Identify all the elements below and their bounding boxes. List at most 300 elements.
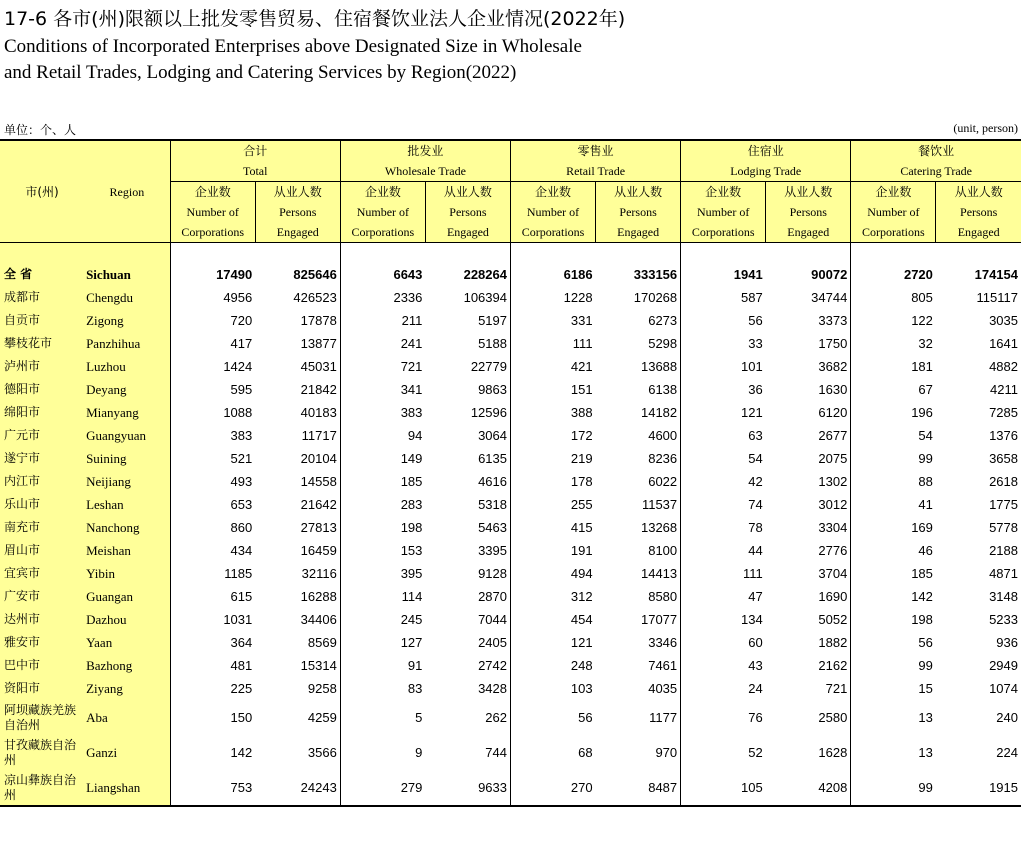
header-number-of-corporations: 企业数 Number of Corporations bbox=[851, 182, 936, 243]
table-row bbox=[0, 401, 1021, 424]
cell-persons-engaged: 8236 bbox=[648, 451, 678, 466]
region-name-en: Yaan bbox=[84, 631, 170, 654]
cell-number-of-corporations: 142 bbox=[170, 735, 255, 770]
cell-number-of-corporations: 383 bbox=[340, 401, 425, 424]
region-name-en: Chengdu bbox=[84, 286, 170, 309]
cell-number-of-corporations: 151 bbox=[510, 378, 595, 401]
cell-persons-engaged: 5188 bbox=[478, 336, 507, 351]
region-name-cn: 遂宁市 bbox=[0, 447, 84, 470]
cell-persons-engaged: 27813 bbox=[300, 520, 337, 535]
cell-persons-engaged: 4616 bbox=[478, 474, 507, 489]
cell-number-of-corporations: 88 bbox=[851, 470, 936, 493]
cell-persons-engaged: 3064 bbox=[478, 428, 507, 443]
cell-number-of-corporations: 46 bbox=[851, 539, 936, 562]
cell-persons-engaged: 21642 bbox=[300, 497, 337, 512]
table-row bbox=[0, 263, 1021, 286]
cell-persons-engaged: 3035 bbox=[989, 313, 1018, 328]
cell-persons-engaged: 3148 bbox=[989, 589, 1018, 604]
region-name-en: Suining bbox=[84, 447, 170, 470]
region-name-en: Panzhihua bbox=[84, 332, 170, 355]
region-name-en: Nanchong bbox=[84, 516, 170, 539]
cell-persons-engaged: 90072 bbox=[811, 267, 848, 282]
cell-persons-engaged: 1775 bbox=[989, 497, 1018, 512]
cell-number-of-corporations: 270 bbox=[510, 770, 595, 806]
region-name-cn: 乐山市 bbox=[0, 493, 84, 516]
region-name-en: Yibin bbox=[84, 562, 170, 585]
cell-number-of-corporations: 5 bbox=[340, 700, 425, 735]
region-name-cn: 巴中市 bbox=[0, 654, 84, 677]
cell-number-of-corporations: 101 bbox=[681, 355, 766, 378]
cell-persons-engaged: 9258 bbox=[307, 681, 337, 696]
cell-number-of-corporations: 181 bbox=[851, 355, 936, 378]
cell-persons-engaged: 3658 bbox=[989, 451, 1018, 466]
cell-number-of-corporations: 198 bbox=[851, 608, 936, 631]
cell-persons-engaged: 14413 bbox=[640, 566, 678, 581]
cell-persons-engaged: 3395 bbox=[478, 543, 507, 558]
cell-number-of-corporations: 395 bbox=[340, 562, 425, 585]
cell-number-of-corporations: 2336 bbox=[340, 286, 425, 309]
cell-number-of-corporations: 111 bbox=[681, 562, 766, 585]
cell-number-of-corporations: 521 bbox=[170, 447, 255, 470]
table-row bbox=[0, 539, 1021, 562]
cell-number-of-corporations: 99 bbox=[851, 654, 936, 677]
cell-number-of-corporations: 122 bbox=[851, 309, 936, 332]
cell-persons-engaged: 1641 bbox=[989, 336, 1018, 351]
cell-number-of-corporations: 241 bbox=[340, 332, 425, 355]
cell-number-of-corporations: 105 bbox=[681, 770, 766, 806]
region-name-en: Deyang bbox=[84, 378, 170, 401]
cell-persons-engaged: 8100 bbox=[648, 543, 678, 558]
region-name-en: Luzhou bbox=[84, 355, 170, 378]
region-name-cn: 广安市 bbox=[0, 585, 84, 608]
table-body bbox=[0, 243, 1021, 807]
region-name-en: Leshan bbox=[84, 493, 170, 516]
cell-number-of-corporations: 1185 bbox=[170, 562, 255, 585]
cell-persons-engaged: 1750 bbox=[818, 336, 848, 351]
region-name-en: Sichuan bbox=[84, 263, 170, 286]
cell-number-of-corporations: 331 bbox=[510, 309, 595, 332]
header-group-lodging: 住宿业 Lodging Trade bbox=[681, 140, 851, 182]
region-name-cn: 甘孜藏族自治州 bbox=[0, 735, 84, 770]
cell-number-of-corporations: 312 bbox=[510, 585, 595, 608]
table-header bbox=[0, 140, 1021, 243]
cell-persons-engaged: 15314 bbox=[300, 658, 337, 673]
region-name-cn: 资阳市 bbox=[0, 677, 84, 700]
page-title-en-line2: and Retail Trades, Lodging and Catering Services by Region(2022) bbox=[4, 62, 517, 83]
region-name-en: Guangyuan bbox=[84, 424, 170, 447]
cell-persons-engaged: 2580 bbox=[818, 710, 848, 725]
cell-number-of-corporations: 44 bbox=[681, 539, 766, 562]
cell-number-of-corporations: 211 bbox=[340, 309, 425, 332]
cell-persons-engaged: 13688 bbox=[640, 359, 678, 374]
cell-persons-engaged: 1177 bbox=[649, 710, 678, 725]
cell-number-of-corporations: 24 bbox=[681, 677, 766, 700]
cell-number-of-corporations: 54 bbox=[851, 424, 936, 447]
cell-persons-engaged: 2618 bbox=[989, 474, 1018, 489]
header-group-wholesale: 批发业 Wholesale Trade bbox=[340, 140, 510, 182]
region-name-en: Dazhou bbox=[84, 608, 170, 631]
header-persons-engaged: 从业人数 Persons Engaged bbox=[425, 182, 510, 243]
cell-persons-engaged: 20104 bbox=[300, 451, 337, 466]
cell-persons-engaged: 17077 bbox=[640, 612, 678, 627]
cell-number-of-corporations: 1941 bbox=[681, 263, 766, 286]
cell-number-of-corporations: 219 bbox=[510, 447, 595, 470]
cell-number-of-corporations: 41 bbox=[851, 493, 936, 516]
cell-number-of-corporations: 494 bbox=[510, 562, 595, 585]
cell-persons-engaged: 9633 bbox=[425, 770, 510, 806]
cell-number-of-corporations: 587 bbox=[681, 286, 766, 309]
cell-number-of-corporations: 76 bbox=[681, 700, 766, 735]
cell-persons-engaged: 8487 bbox=[596, 770, 681, 806]
cell-number-of-corporations: 99 bbox=[851, 447, 936, 470]
table-row bbox=[0, 631, 1021, 654]
cell-persons-engaged: 1074 bbox=[989, 681, 1018, 696]
cell-persons-engaged: 6273 bbox=[648, 313, 678, 328]
cell-persons-engaged: 2075 bbox=[818, 451, 848, 466]
cell-number-of-corporations: 56 bbox=[851, 631, 936, 654]
cell-persons-engaged: 224 bbox=[996, 745, 1018, 760]
cell-number-of-corporations: 33 bbox=[681, 332, 766, 355]
region-name-cn: 阿坝藏族羌族自治州 bbox=[0, 700, 84, 735]
table-row bbox=[0, 286, 1021, 309]
cell-persons-engaged: 3704 bbox=[818, 566, 848, 581]
cell-persons-engaged: 14182 bbox=[640, 405, 678, 420]
cell-persons-engaged: 3304 bbox=[818, 520, 848, 535]
header-number-of-corporations: 企业数 Number of Corporations bbox=[681, 182, 766, 243]
cell-number-of-corporations: 415 bbox=[510, 516, 595, 539]
cell-persons-engaged: 6022 bbox=[648, 474, 678, 489]
cell-persons-engaged: 4259 bbox=[307, 710, 337, 725]
table-row bbox=[0, 654, 1021, 677]
cell-number-of-corporations: 91 bbox=[340, 654, 425, 677]
cell-persons-engaged: 4882 bbox=[989, 359, 1018, 374]
cell-persons-engaged: 721 bbox=[825, 681, 848, 696]
cell-number-of-corporations: 172 bbox=[510, 424, 595, 447]
cell-persons-engaged: 170268 bbox=[633, 290, 678, 305]
cell-persons-engaged: 1690 bbox=[818, 589, 848, 604]
region-name-cn: 全 省 bbox=[0, 263, 84, 286]
cell-persons-engaged: 744 bbox=[485, 745, 507, 760]
cell-number-of-corporations: 68 bbox=[510, 735, 595, 770]
cell-persons-engaged: 4600 bbox=[648, 428, 678, 443]
cell-persons-engaged: 5318 bbox=[478, 497, 507, 512]
cell-persons-engaged: 8569 bbox=[307, 635, 337, 650]
region-name-cn: 泸州市 bbox=[0, 355, 84, 378]
table-row bbox=[0, 424, 1021, 447]
header-group-total: 合计 Total bbox=[170, 140, 340, 182]
cell-persons-engaged: 6135 bbox=[478, 451, 507, 466]
unit-label-cn: 单位：个、人 bbox=[4, 123, 77, 137]
cell-number-of-corporations: 255 bbox=[510, 493, 595, 516]
cell-persons-engaged: 11717 bbox=[301, 428, 337, 443]
region-name-en: Meishan bbox=[84, 539, 170, 562]
cell-persons-engaged: 1628 bbox=[818, 745, 848, 760]
cell-number-of-corporations: 245 bbox=[340, 608, 425, 631]
table-row bbox=[0, 735, 1021, 770]
cell-number-of-corporations: 753 bbox=[170, 770, 255, 806]
cell-persons-engaged: 2870 bbox=[478, 589, 507, 604]
table-row bbox=[0, 470, 1021, 493]
header-region-en: Region bbox=[84, 140, 170, 243]
cell-persons-engaged: 5052 bbox=[818, 612, 848, 627]
table-row bbox=[0, 516, 1021, 539]
region-name-cn: 绵阳市 bbox=[0, 401, 84, 424]
region-name-cn: 南充市 bbox=[0, 516, 84, 539]
cell-persons-engaged: 1630 bbox=[818, 382, 848, 397]
cell-number-of-corporations: 103 bbox=[510, 677, 595, 700]
header-persons-engaged: 从业人数 Persons Engaged bbox=[255, 182, 340, 243]
cell-persons-engaged: 8580 bbox=[648, 589, 678, 604]
cell-persons-engaged: 16288 bbox=[300, 589, 337, 604]
cell-number-of-corporations: 15 bbox=[851, 677, 936, 700]
cell-persons-engaged: 2405 bbox=[478, 635, 507, 650]
region-name-en: Ganzi bbox=[84, 735, 170, 770]
cell-number-of-corporations: 185 bbox=[340, 470, 425, 493]
cell-persons-engaged: 6138 bbox=[648, 382, 678, 397]
cell-number-of-corporations: 1031 bbox=[170, 608, 255, 631]
table-row bbox=[0, 355, 1021, 378]
cell-persons-engaged: 6120 bbox=[818, 405, 848, 420]
cell-persons-engaged: 5463 bbox=[478, 520, 507, 535]
table-row bbox=[0, 493, 1021, 516]
cell-persons-engaged: 2949 bbox=[989, 658, 1018, 673]
cell-persons-engaged: 21842 bbox=[300, 382, 337, 397]
cell-persons-engaged: 970 bbox=[655, 745, 678, 760]
cell-persons-engaged: 9128 bbox=[478, 566, 507, 581]
cell-persons-engaged: 2776 bbox=[818, 543, 848, 558]
cell-number-of-corporations: 56 bbox=[510, 700, 595, 735]
cell-number-of-corporations: 388 bbox=[510, 401, 595, 424]
page-title-cn: 17-6 各市(州)限额以上批发零售贸易、住宿餐饮业法人企业情况(2022年) bbox=[4, 8, 626, 30]
region-name-cn: 达州市 bbox=[0, 608, 84, 631]
region-name-en: Guangan bbox=[84, 585, 170, 608]
cell-number-of-corporations: 114 bbox=[340, 585, 425, 608]
cell-persons-engaged: 1376 bbox=[989, 428, 1018, 443]
cell-number-of-corporations: 150 bbox=[170, 700, 255, 735]
cell-number-of-corporations: 17490 bbox=[170, 263, 255, 286]
cell-number-of-corporations: 1424 bbox=[170, 355, 255, 378]
cell-persons-engaged: 228264 bbox=[463, 267, 507, 282]
cell-persons-engaged: 2677 bbox=[818, 428, 848, 443]
cell-number-of-corporations: 13 bbox=[851, 700, 936, 735]
region-name-en: Liangshan bbox=[84, 770, 170, 806]
cell-number-of-corporations: 279 bbox=[340, 770, 425, 806]
cell-number-of-corporations: 111 bbox=[510, 332, 595, 355]
cell-number-of-corporations: 134 bbox=[681, 608, 766, 631]
region-name-cn: 凉山彝族自治州 bbox=[0, 770, 84, 806]
region-name-cn: 攀枝花市 bbox=[0, 332, 84, 355]
cell-number-of-corporations: 2720 bbox=[851, 263, 936, 286]
cell-number-of-corporations: 54 bbox=[681, 447, 766, 470]
cell-number-of-corporations: 720 bbox=[170, 309, 255, 332]
header-group-retail: 零售业 Retail Trade bbox=[510, 140, 680, 182]
cell-persons-engaged: 17878 bbox=[300, 313, 337, 328]
cell-number-of-corporations: 364 bbox=[170, 631, 255, 654]
cell-persons-engaged: 1302 bbox=[818, 474, 848, 489]
cell-number-of-corporations: 383 bbox=[170, 424, 255, 447]
cell-persons-engaged: 3012 bbox=[818, 497, 848, 512]
cell-number-of-corporations: 121 bbox=[510, 631, 595, 654]
cell-persons-engaged: 3566 bbox=[307, 745, 337, 760]
cell-persons-engaged: 106394 bbox=[463, 290, 507, 305]
cell-persons-engaged: 240 bbox=[996, 710, 1018, 725]
cell-number-of-corporations: 67 bbox=[851, 378, 936, 401]
header-city-cn: 市(州) bbox=[0, 140, 84, 243]
cell-number-of-corporations: 94 bbox=[340, 424, 425, 447]
region-name-en: Neijiang bbox=[84, 470, 170, 493]
cell-persons-engaged: 32116 bbox=[301, 566, 337, 581]
table-row bbox=[0, 447, 1021, 470]
region-name-en: Bazhong bbox=[84, 654, 170, 677]
cell-number-of-corporations: 36 bbox=[681, 378, 766, 401]
cell-persons-engaged: 5233 bbox=[989, 612, 1018, 627]
cell-persons-engaged: 2188 bbox=[989, 543, 1018, 558]
table-row bbox=[0, 309, 1021, 332]
table-row bbox=[0, 332, 1021, 355]
cell-persons-engaged: 11537 bbox=[641, 497, 678, 512]
cell-number-of-corporations: 434 bbox=[170, 539, 255, 562]
cell-number-of-corporations: 42 bbox=[681, 470, 766, 493]
cell-persons-engaged: 34744 bbox=[811, 290, 848, 305]
cell-persons-engaged: 115117 bbox=[976, 290, 1018, 305]
cell-number-of-corporations: 149 bbox=[340, 447, 425, 470]
cell-persons-engaged: 22779 bbox=[470, 359, 507, 374]
cell-number-of-corporations: 60 bbox=[681, 631, 766, 654]
region-name-en: Aba bbox=[84, 700, 170, 735]
cell-number-of-corporations: 805 bbox=[851, 286, 936, 309]
cell-persons-engaged: 3346 bbox=[648, 635, 678, 650]
cell-number-of-corporations: 74 bbox=[681, 493, 766, 516]
cell-persons-engaged: 24243 bbox=[255, 770, 340, 806]
cell-number-of-corporations: 1228 bbox=[510, 286, 595, 309]
cell-persons-engaged: 3373 bbox=[818, 313, 848, 328]
table-row bbox=[0, 608, 1021, 631]
cell-persons-engaged: 2742 bbox=[478, 658, 507, 673]
cell-persons-engaged: 4035 bbox=[648, 681, 678, 696]
cell-persons-engaged: 7461 bbox=[648, 658, 678, 673]
cell-number-of-corporations: 481 bbox=[170, 654, 255, 677]
cell-number-of-corporations: 78 bbox=[681, 516, 766, 539]
cell-persons-engaged: 40183 bbox=[300, 405, 337, 420]
cell-number-of-corporations: 283 bbox=[340, 493, 425, 516]
cell-number-of-corporations: 454 bbox=[510, 608, 595, 631]
unit-label-en: (unit, person) bbox=[953, 121, 1018, 135]
table-row bbox=[0, 770, 1021, 806]
cell-persons-engaged: 34406 bbox=[300, 612, 337, 627]
cell-number-of-corporations: 1088 bbox=[170, 401, 255, 424]
region-name-cn: 内江市 bbox=[0, 470, 84, 493]
header-persons-engaged: 从业人数 Persons Engaged bbox=[936, 182, 1021, 243]
cell-number-of-corporations: 595 bbox=[170, 378, 255, 401]
cell-number-of-corporations: 421 bbox=[510, 355, 595, 378]
cell-number-of-corporations: 9 bbox=[340, 735, 425, 770]
cell-number-of-corporations: 178 bbox=[510, 470, 595, 493]
region-name-en: Zigong bbox=[84, 309, 170, 332]
cell-number-of-corporations: 185 bbox=[851, 562, 936, 585]
cell-persons-engaged: 7044 bbox=[478, 612, 507, 627]
cell-number-of-corporations: 52 bbox=[681, 735, 766, 770]
header-number-of-corporations: 企业数 Number of Corporations bbox=[170, 182, 255, 243]
statistics-table bbox=[0, 139, 1021, 807]
cell-persons-engaged: 13268 bbox=[640, 520, 678, 535]
region-name-cn: 眉山市 bbox=[0, 539, 84, 562]
region-name-cn: 德阳市 bbox=[0, 378, 84, 401]
cell-persons-engaged: 4871 bbox=[989, 566, 1018, 581]
cell-number-of-corporations: 4956 bbox=[170, 286, 255, 309]
page-title-en-line1: Conditions of Incorporated Enterprises above Designated Size in Wholesale bbox=[4, 36, 582, 57]
cell-number-of-corporations: 121 bbox=[681, 401, 766, 424]
cell-number-of-corporations: 225 bbox=[170, 677, 255, 700]
cell-number-of-corporations: 653 bbox=[170, 493, 255, 516]
spacer-row bbox=[0, 243, 1021, 264]
cell-number-of-corporations: 127 bbox=[340, 631, 425, 654]
cell-persons-engaged: 14558 bbox=[300, 474, 337, 489]
cell-number-of-corporations: 196 bbox=[851, 401, 936, 424]
cell-persons-engaged: 45031 bbox=[300, 359, 337, 374]
table-row bbox=[0, 562, 1021, 585]
region-name-en: Ziyang bbox=[84, 677, 170, 700]
region-name-cn: 宜宾市 bbox=[0, 562, 84, 585]
cell-persons-engaged: 5298 bbox=[648, 336, 678, 351]
cell-number-of-corporations: 32 bbox=[851, 332, 936, 355]
cell-number-of-corporations: 721 bbox=[340, 355, 425, 378]
cell-persons-engaged: 4211 bbox=[990, 382, 1018, 397]
cell-persons-engaged: 7285 bbox=[989, 405, 1018, 420]
cell-persons-engaged: 5197 bbox=[478, 313, 507, 328]
cell-number-of-corporations: 43 bbox=[681, 654, 766, 677]
cell-persons-engaged: 262 bbox=[485, 710, 507, 725]
cell-persons-engaged: 2162 bbox=[818, 658, 848, 673]
cell-persons-engaged: 174154 bbox=[974, 267, 1018, 282]
cell-persons-engaged: 3682 bbox=[818, 359, 848, 374]
cell-persons-engaged: 333156 bbox=[633, 267, 678, 282]
header-persons-engaged: 从业人数 Persons Engaged bbox=[596, 182, 681, 243]
cell-persons-engaged: 3428 bbox=[478, 681, 507, 696]
cell-number-of-corporations: 142 bbox=[851, 585, 936, 608]
header-number-of-corporations: 企业数 Number of Corporations bbox=[340, 182, 425, 243]
cell-number-of-corporations: 169 bbox=[851, 516, 936, 539]
header-number-of-corporations: 企业数 Number of Corporations bbox=[510, 182, 595, 243]
cell-number-of-corporations: 860 bbox=[170, 516, 255, 539]
cell-persons-engaged: 4208 bbox=[766, 770, 851, 806]
table-row bbox=[0, 700, 1021, 735]
cell-number-of-corporations: 13 bbox=[851, 735, 936, 770]
cell-persons-engaged: 825646 bbox=[293, 267, 337, 282]
cell-number-of-corporations: 493 bbox=[170, 470, 255, 493]
region-name-cn: 成都市 bbox=[0, 286, 84, 309]
cell-number-of-corporations: 56 bbox=[681, 309, 766, 332]
cell-persons-engaged: 5778 bbox=[989, 520, 1018, 535]
cell-number-of-corporations: 341 bbox=[340, 378, 425, 401]
cell-number-of-corporations: 417 bbox=[170, 332, 255, 355]
cell-number-of-corporations: 248 bbox=[510, 654, 595, 677]
cell-persons-engaged: 16459 bbox=[300, 543, 337, 558]
cell-number-of-corporations: 198 bbox=[340, 516, 425, 539]
cell-number-of-corporations: 47 bbox=[681, 585, 766, 608]
cell-persons-engaged: 12596 bbox=[470, 405, 507, 420]
cell-persons-engaged: 1915 bbox=[936, 770, 1021, 806]
region-name-cn: 自贡市 bbox=[0, 309, 84, 332]
cell-number-of-corporations: 6643 bbox=[340, 263, 425, 286]
cell-number-of-corporations: 63 bbox=[681, 424, 766, 447]
table-row bbox=[0, 585, 1021, 608]
cell-persons-engaged: 1882 bbox=[818, 635, 848, 650]
cell-number-of-corporations: 191 bbox=[510, 539, 595, 562]
region-name-cn: 广元市 bbox=[0, 424, 84, 447]
header-group-catering: 餐饮业 Catering Trade bbox=[851, 140, 1021, 182]
table-row bbox=[0, 378, 1021, 401]
cell-persons-engaged: 13877 bbox=[300, 336, 337, 351]
